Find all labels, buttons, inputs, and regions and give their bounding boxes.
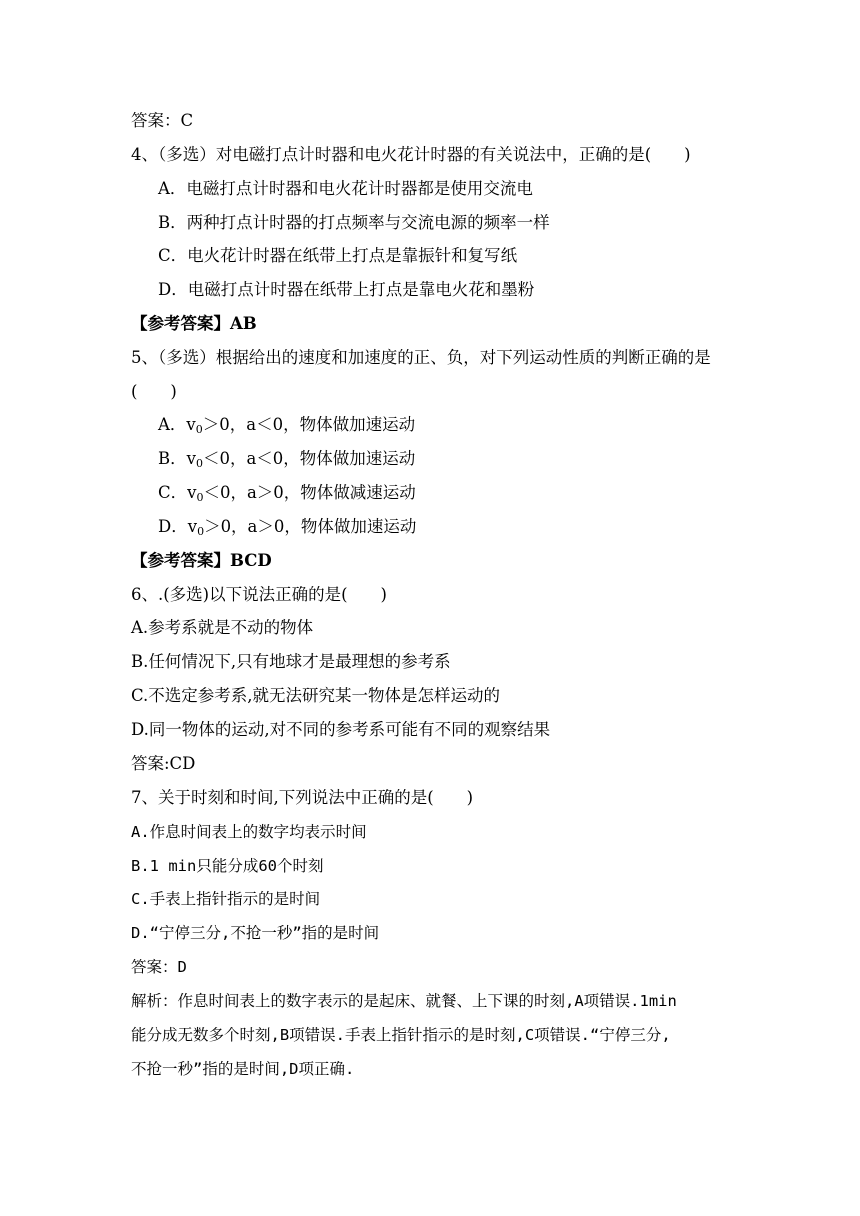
q6-option-a: A.参考系就是不动的物体	[131, 618, 314, 637]
q4-option-a: A．电磁打点计时器和电火花计时器都是使用交流电	[158, 179, 533, 198]
previous-answer: 答案：C	[131, 111, 194, 130]
q5-option-d: D．$v_0>0$，a＞0，物体做加速运动	[158, 517, 417, 538]
q7-option-c: C.手表上指针指示的是时间	[131, 890, 321, 908]
q7-option-a: A.作息时间表上的数字均表示时间	[131, 823, 367, 841]
q5-stem-line1: 5、（多选）根据给出的速度和加速度的正、负，对下列运动性质的判断正确的是	[131, 348, 711, 367]
q7-analysis-line1: 解析：作息时间表上的数字表示的是起床、就餐、上下课的时刻,A项错误.1min	[131, 992, 677, 1010]
q4-option-b: B．两种打点计时器的打点频率与交流电源的频率一样	[158, 213, 550, 232]
q4-answer: 【参考答案】AB	[131, 314, 257, 333]
q5-option-a: A．$v_0>0$，a＜0，物体做加速运动	[158, 415, 416, 436]
q6-answer: 答案:CD	[131, 754, 196, 773]
q6-option-c: C.不选定参考系,就无法研究某一物体是怎样运动的	[131, 686, 501, 705]
q7-answer: 答案：D	[131, 958, 187, 976]
q7-analysis-line2: 能分成无数多个时刻,B项错误.手表上指针指示的是时刻,C项错误.“宁停三分,	[131, 1026, 671, 1044]
q4-option-c: C．电火花计时器在纸带上打点是靠振针和复写纸	[158, 246, 518, 265]
q4-stem: 4、（多选）对电磁打点计时器和电火花计时器的有关说法中，正确的是( )	[131, 145, 691, 164]
q5-answer: 【参考答案】BCD	[131, 551, 272, 570]
q5-option-b: B．$v_0<0$，a＜0，物体做加速运动	[158, 449, 416, 470]
q5-stem-line2: ( )	[131, 382, 177, 401]
q7-stem: 7、关于时刻和时间,下列说法中正确的是( )	[131, 788, 474, 807]
q7-option-b: B.1 min只能分成60个时刻	[131, 857, 324, 875]
q5-option-c: C．$v_0<0$，a＞0，物体做减速运动	[158, 483, 416, 504]
q6-option-b: B.任何情况下,只有地球才是最理想的参考系	[131, 652, 451, 671]
q4-option-d: D．电磁打点计时器在纸带上打点是靠电火花和墨粉	[158, 280, 535, 299]
q6-stem: 6、.(多选)以下说法正确的是( )	[131, 585, 387, 604]
q6-option-d: D.同一物体的运动,对不同的参考系可能有不同的观察结果	[131, 720, 551, 739]
q7-option-d: D.“宁停三分,不抢一秒”指的是时间	[131, 924, 380, 942]
q7-analysis-line3: 不抢一秒”指的是时间,D项正确.	[131, 1060, 355, 1078]
